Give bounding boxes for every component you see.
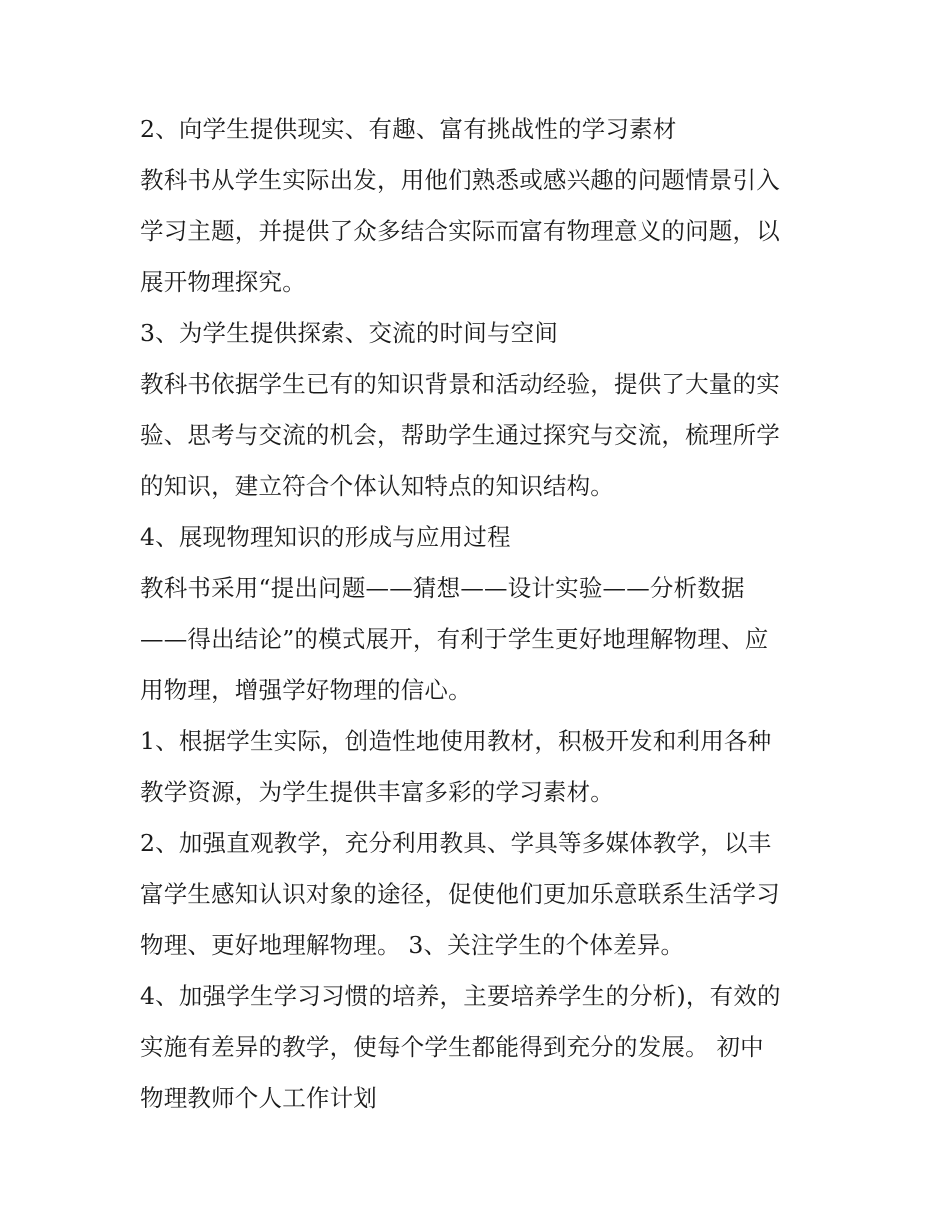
text-line: 教科书采用“提出问题——猜想——设计实验——分析数据	[140, 574, 745, 602]
text-line: 展开物理探究。	[140, 268, 306, 296]
text-line: 学习主题，并提供了众多结合实际而富有物理意义的问题，以	[140, 217, 780, 245]
text-line: 验、思考与交流的机会，帮助学生通过探究与交流，梳理所学	[140, 421, 780, 449]
text-line: 用物理，增强学好物理的信心。	[140, 676, 472, 704]
text-line: 教科书从学生实际出发，用他们熟悉或感兴趣的问题情景引入	[140, 166, 780, 194]
text-line: 2、向学生提供现实、有趣、富有挑战性的学习素材	[140, 115, 677, 143]
document-body	[140, 104, 830, 1124]
text-line: 教科书依据学生已有的知识背景和活动经验，提供了大量的实	[140, 370, 780, 398]
text-line: 物理、更好地理解物理。 3、关注学生的个体差异。	[140, 931, 685, 959]
text-line: 教学资源，为学生提供丰富多彩的学习素材。	[140, 778, 614, 806]
text-line: 3、为学生提供探索、交流的时间与空间	[140, 319, 559, 347]
text-line: 4、加强学生学习习惯的培养，主要培养学生的分析)，有效的	[140, 982, 781, 1010]
text-line: ——得出结论”的模式展开，有利于学生更好地理解物理、应	[140, 625, 769, 653]
text-line: 物理教师个人工作计划	[140, 1084, 377, 1112]
text-line: 实施有差异的教学，使每个学生都能得到充分的发展。 初中	[140, 1033, 764, 1061]
text-line: 1、根据学生实际，创造性地使用教材，积极开发和利用各种	[140, 727, 772, 755]
text-line: 的知识，建立符合个体认知特点的知识结构。	[140, 472, 614, 500]
text-line: 4、展现物理知识的形成与应用过程	[140, 523, 511, 551]
text-line: 2、加强直观教学，充分利用教具、学具等多媒体教学，以丰	[140, 829, 772, 857]
text-line: 富学生感知认识对象的途径，促使他们更加乐意联系生活学习	[140, 880, 780, 908]
